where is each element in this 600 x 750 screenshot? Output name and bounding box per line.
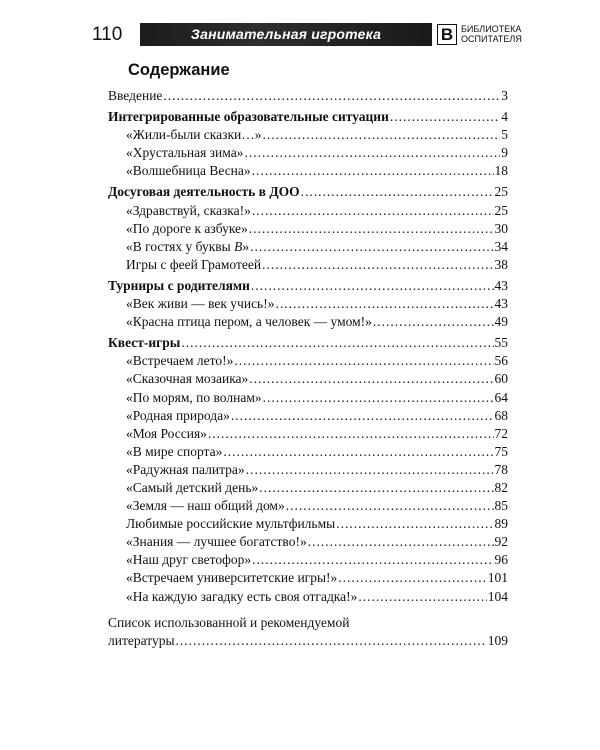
toc-entry-page: 96 <box>494 552 508 568</box>
running-title: Занимательная игротека <box>190 26 382 42</box>
toc-entry-page: 43 <box>494 277 508 293</box>
dot-leader <box>252 202 494 220</box>
toc-section-leisure[interactable] <box>108 183 508 201</box>
toc-entry-page: 64 <box>494 389 508 405</box>
toc-entry[interactable] <box>108 533 508 551</box>
toc-entry[interactable] <box>108 407 508 425</box>
toc-entry-page: 30 <box>494 220 508 236</box>
dot-leader <box>262 256 493 274</box>
toc-entry-title: «Моя Россия» <box>126 425 207 441</box>
toc-entry-page: 75 <box>494 443 508 459</box>
toc-entry-page: 5 <box>501 127 508 143</box>
dot-leader <box>231 407 494 425</box>
dot-leader <box>244 144 500 162</box>
dot-leader <box>252 162 494 180</box>
toc-entry[interactable] <box>108 352 508 370</box>
toc-entry-title: «Наш друг светофор» <box>126 552 252 568</box>
dot-leader <box>390 108 500 126</box>
toc-entry[interactable] <box>108 162 508 180</box>
toc-entry[interactable] <box>108 425 508 443</box>
toc-entry-page: 89 <box>494 516 508 532</box>
toc-entry-title: «Здравствуй, сказка!» <box>126 202 251 218</box>
dot-leader <box>246 461 494 479</box>
toc-entry-page: 104 <box>487 588 508 604</box>
dot-leader <box>223 443 493 461</box>
toc-entry-title: «В мире спорта» <box>126 443 223 459</box>
toc-entry[interactable] <box>108 551 508 569</box>
toc-entry-page: 34 <box>494 238 508 254</box>
dot-leader <box>249 220 494 238</box>
toc-entry-title: Введение <box>108 88 163 103</box>
toc-entry-title: Список использованной и рекомендуемой <box>108 614 350 630</box>
toc-entry-page: 18 <box>494 163 508 179</box>
dot-leader <box>250 238 493 256</box>
toc-entry-title: «Встречаем университетские игры!» <box>126 570 338 586</box>
toc-entry[interactable] <box>108 588 508 606</box>
toc-section-title: Турниры с родителями <box>108 277 250 293</box>
toc-entry-title: «Встречаем лето!» <box>126 353 234 369</box>
toc-entry-title: «Волшебница Весна» <box>126 163 251 179</box>
toc-entry-page: 68 <box>494 407 508 423</box>
toc-entry-title: «Самый детский день» <box>126 479 259 495</box>
dot-leader <box>259 479 493 497</box>
toc-entry-title: «По морям, по волнам» <box>126 389 262 405</box>
toc-entry[interactable] <box>108 256 508 274</box>
toc-entry-page: 9 <box>501 145 508 161</box>
toc-entry-title: «Жили-были сказки…» <box>126 127 262 143</box>
dot-leader <box>251 277 494 295</box>
toc-entry-references-line1[interactable] <box>108 614 508 632</box>
series-name-line2: ОСПИТАТЕЛЯ <box>461 34 522 44</box>
toc-entry-title-part: » <box>242 238 250 254</box>
toc-section-integrated[interactable] <box>108 108 508 126</box>
toc-entry[interactable] <box>108 443 508 461</box>
series-logo-icon: B <box>437 24 457 45</box>
toc-entry-title: «Красна птица пером, а человек — умом!» <box>126 314 372 330</box>
toc-entry-title: «Родная природа» <box>126 407 230 423</box>
dot-leader <box>263 389 494 407</box>
toc-entry[interactable] <box>108 144 508 162</box>
toc-entry[interactable] <box>108 461 508 479</box>
running-header <box>92 23 522 46</box>
toc-entry-page: 49 <box>494 314 508 330</box>
toc-entry[interactable] <box>108 389 508 407</box>
dot-leader <box>275 295 493 313</box>
series-name-line1: БИБЛИОТЕКА <box>461 24 522 34</box>
toc-entry-references[interactable] <box>108 632 508 650</box>
dot-leader <box>234 352 493 370</box>
toc-entry-title: литературы <box>108 632 175 648</box>
toc-entry[interactable] <box>108 313 508 331</box>
series-name <box>461 24 541 44</box>
table-of-contents <box>108 87 508 650</box>
dot-leader <box>373 313 494 331</box>
toc-entry-page: 43 <box>494 296 508 312</box>
dot-leader <box>358 588 486 606</box>
toc-entry-intro[interactable] <box>108 87 508 105</box>
toc-entry-page: 38 <box>494 256 508 272</box>
dot-leader <box>208 425 494 443</box>
toc-entry-title: «Земля — наш общий дом» <box>126 498 285 514</box>
toc-entry-page: 101 <box>487 570 508 586</box>
toc-entry-title-part: «В гостях у буквы <box>126 238 235 254</box>
dot-leader <box>252 551 493 569</box>
dot-leader <box>176 632 487 650</box>
toc-entry[interactable] <box>108 220 508 238</box>
dot-leader <box>286 497 494 515</box>
toc-entry-title: «Радужная палитра» <box>126 461 245 477</box>
toc-entry[interactable] <box>108 370 508 388</box>
toc-entry[interactable] <box>108 479 508 497</box>
toc-entry-page: 82 <box>494 479 508 495</box>
toc-entry[interactable] <box>108 497 508 515</box>
toc-entry-page: 60 <box>494 371 508 387</box>
toc-entry-page: 109 <box>487 632 508 648</box>
toc-entry-page: 56 <box>494 353 508 369</box>
toc-entry-title: «Хрустальная зима» <box>126 145 244 161</box>
dot-leader <box>301 183 494 201</box>
toc-section-tournaments[interactable] <box>108 277 508 295</box>
dot-leader <box>163 87 500 105</box>
dot-leader <box>308 533 494 551</box>
toc-entry[interactable] <box>108 126 508 144</box>
toc-entry-page: 72 <box>494 425 508 441</box>
toc-entry[interactable] <box>108 515 508 533</box>
toc-entry-title: «Знания — лучшее богатство!» <box>126 534 307 550</box>
toc-entry-title: «Век живи — век учись!» <box>126 296 275 312</box>
toc-entry-page: 3 <box>501 88 508 103</box>
toc-heading: Содержание <box>128 61 230 79</box>
dot-leader <box>336 515 493 533</box>
toc-section-title: Интегрированные образовательные ситуации <box>108 109 389 125</box>
dot-leader <box>263 126 501 144</box>
toc-entry-title: Игры с феей Грамотеей <box>126 256 262 272</box>
toc-entry-page: 25 <box>494 184 508 200</box>
toc-entry[interactable] <box>108 295 508 313</box>
page-number: 110 <box>92 24 123 45</box>
toc-entry-title-italic: В <box>234 238 243 254</box>
toc-entry-title <box>126 238 249 256</box>
toc-entry-page: 85 <box>494 498 508 514</box>
dot-leader <box>249 370 493 388</box>
toc-section-title: Квест-игры <box>108 335 181 351</box>
toc-entry-title: «По дороге к азбуке» <box>126 220 248 236</box>
toc-entry[interactable] <box>108 202 508 220</box>
dot-leader <box>181 334 493 352</box>
toc-section-quests[interactable] <box>108 334 508 352</box>
toc-section-title: Досуговая деятельность в ДОО <box>108 184 300 200</box>
toc-entry-title: «На каждую загадку есть своя отгадка!» <box>126 588 358 604</box>
toc-entry-page: 55 <box>494 335 508 351</box>
header-title-bar <box>140 23 432 46</box>
toc-entry-page: 78 <box>494 461 508 477</box>
toc-entry-title: Любимые российские мультфильмы <box>126 516 336 532</box>
toc-entry[interactable] <box>108 238 508 256</box>
toc-entry-page: 25 <box>494 202 508 218</box>
toc-entry-page: 92 <box>494 534 508 550</box>
toc-entry-page: 4 <box>501 109 508 125</box>
toc-entry[interactable] <box>108 569 508 587</box>
dot-leader <box>338 569 486 587</box>
toc-entry-title: «Сказочная мозаика» <box>126 371 249 387</box>
